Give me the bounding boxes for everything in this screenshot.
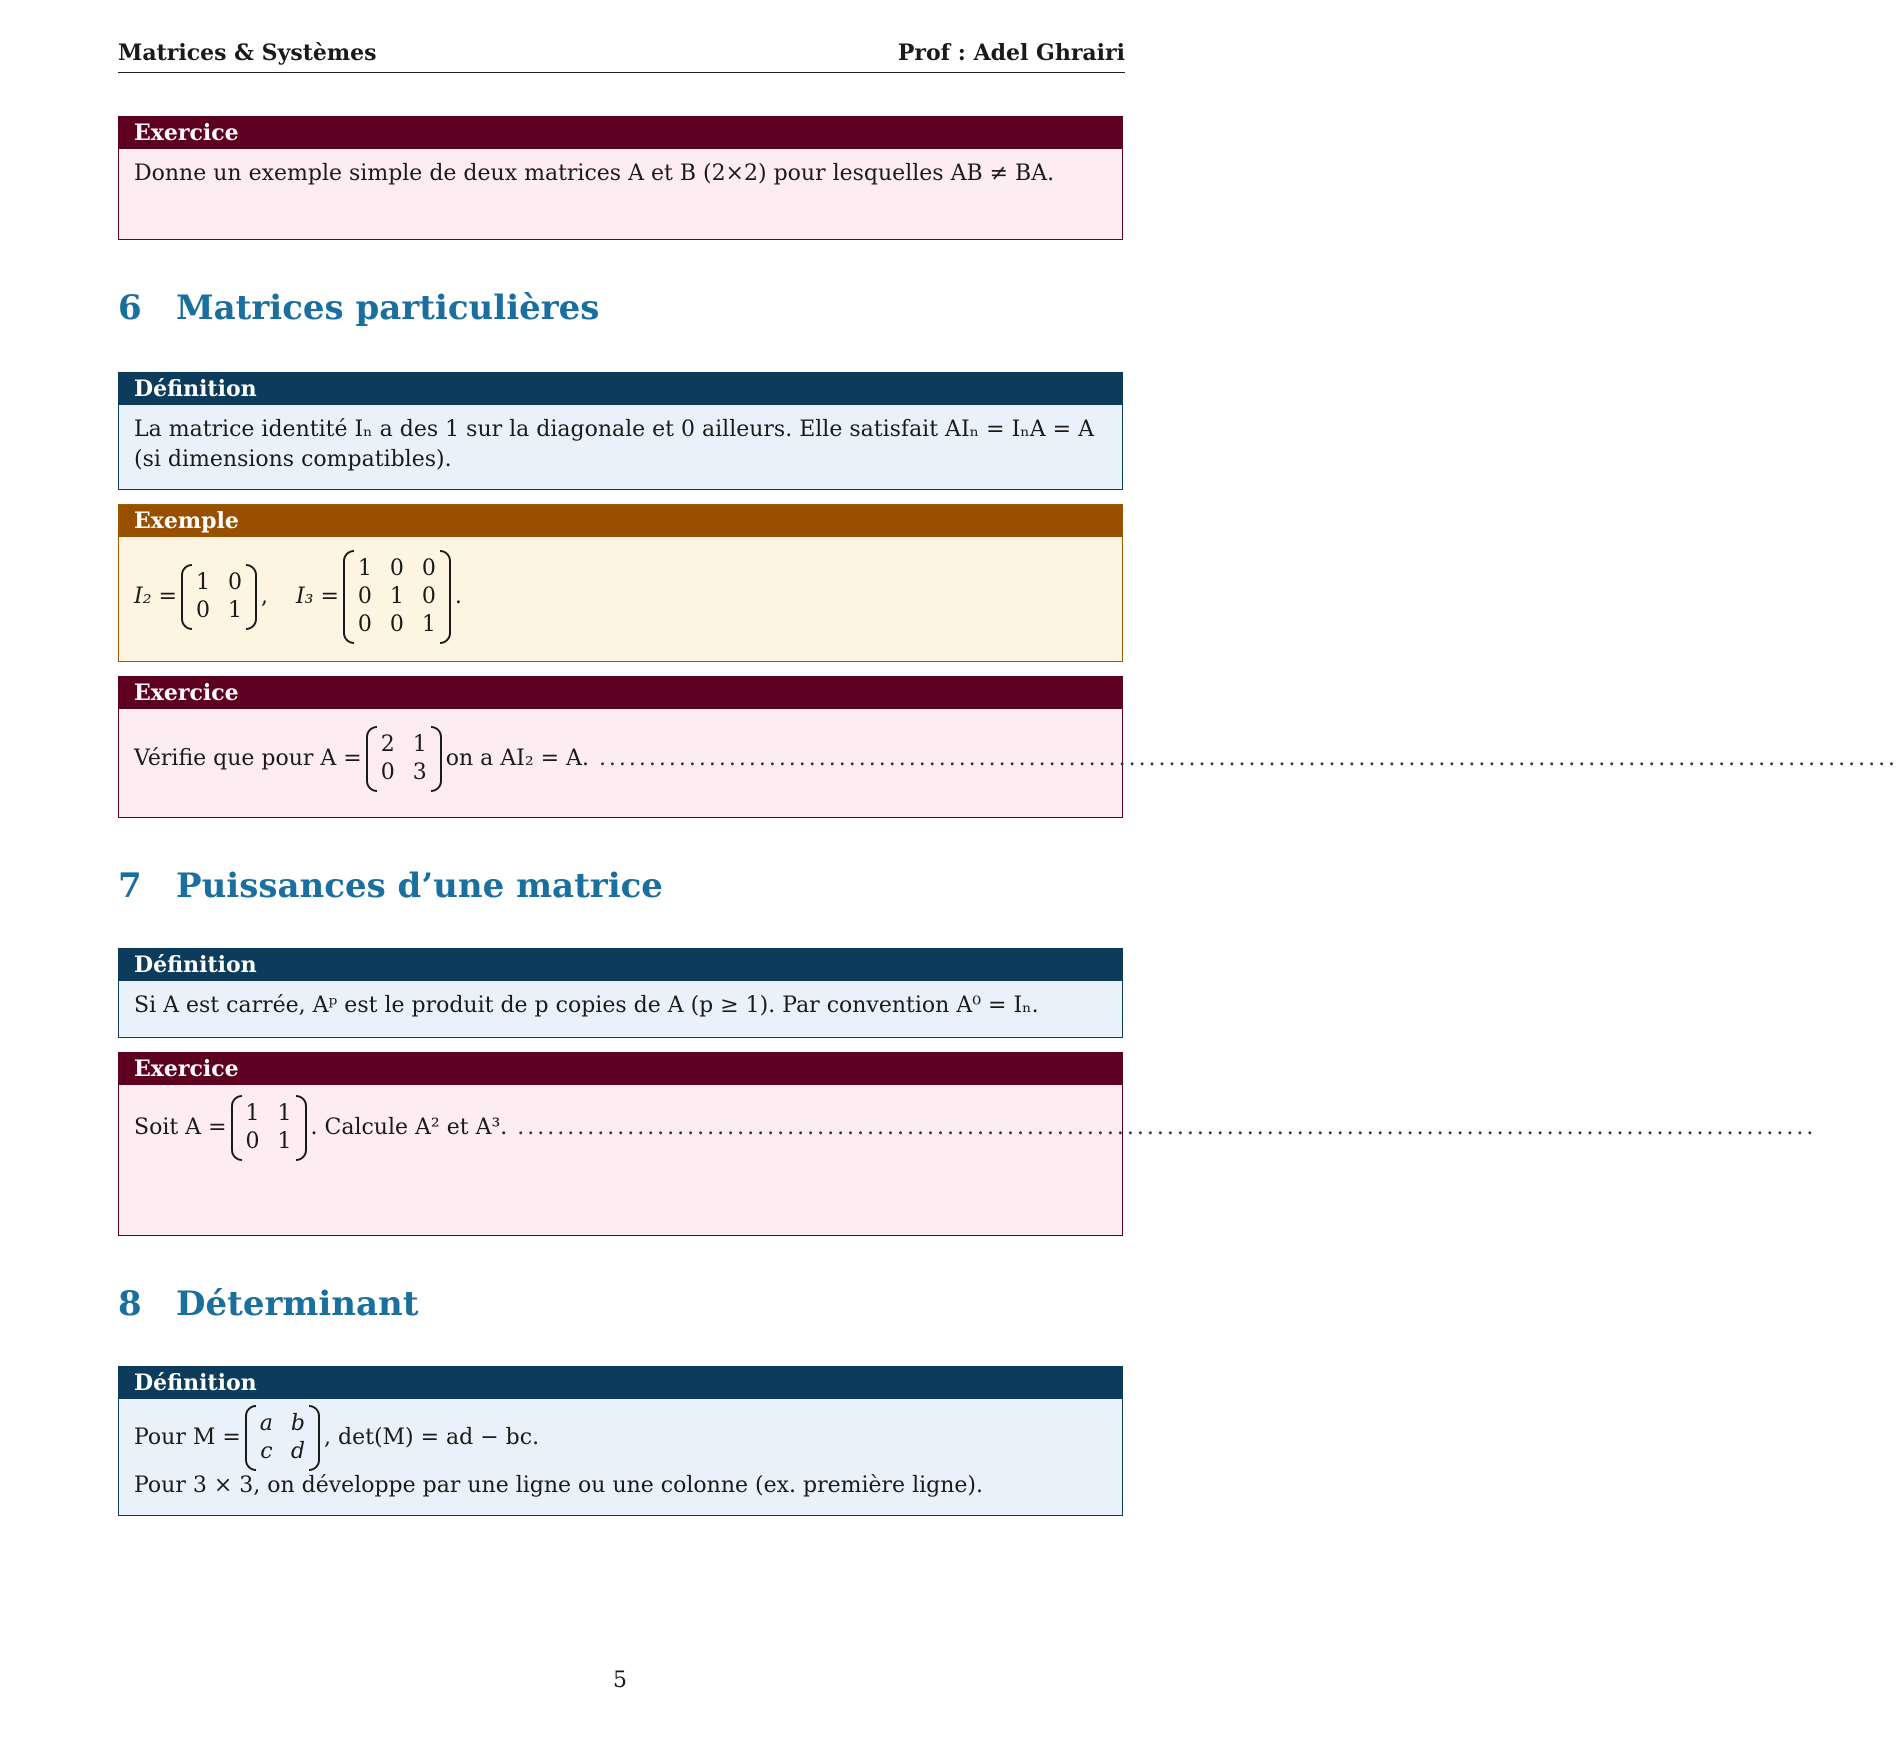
matrix-m [245,1405,320,1471]
matrix-cell: 1 [389,584,404,609]
matrix-cell: 1 [277,1129,292,1154]
section-number: 8 [118,1284,142,1324]
exercise-text-before: Soit A = [134,1115,227,1140]
matrix-cell: 1 [357,556,372,581]
answer-dots: .................................................................................................................................. [517,1115,1817,1140]
matrix-i2 [181,564,257,630]
matrix-cell: 0 [357,612,372,637]
exercise-text-after: . Calcule A² et A³. [310,1115,508,1140]
matrix-cell: 1 [227,598,242,623]
definition-content [119,1399,1122,1511]
matrix-cell: 0 [245,1129,260,1154]
exercise-box-7 [118,1052,1817,1236]
matrix-cell: 1 [412,732,427,757]
exercise-title: Exercice [119,677,1122,709]
definition-title: Définition [119,949,1122,981]
matrix-cell: b [290,1411,306,1436]
page-header [118,38,1125,73]
section-8-heading [118,1284,418,1324]
matrix-cell: 1 [421,612,436,637]
page-number: 5 [613,1668,627,1693]
exercise-title: Exercice [119,117,1122,149]
determinant-formula [134,1405,1107,1471]
section-number: 6 [118,288,142,328]
section-number: 7 [118,866,142,906]
example-title: Exemple [119,505,1122,537]
header-author: Prof : Adel Ghrairi [897,40,1125,66]
matrix-cell: 0 [389,612,404,637]
matrix-a [231,1095,307,1161]
example-box-6 [118,504,1123,662]
header-title: Matrices & Systèmes [118,40,377,66]
exercise-box-1 [118,116,1123,240]
exercise-text-before: Vérifie que pour A = [134,746,362,771]
definition-title: Définition [119,373,1122,405]
matrix-cell: d [290,1439,306,1464]
matrix-cell: a [259,1411,273,1436]
exercise-text: Donne un exemple simple de deux matrices A et B (2×2) pour lesquelles AB ≠ BA. [134,161,1055,186]
matrix-cell: c [260,1439,273,1464]
matrix-cell: 0 [195,598,210,623]
exercise-content [119,1085,1817,1173]
exercise-title: Exercice [119,1053,1122,1085]
determinant-3x3-note: Pour 3 × 3, on développe par une ligne ou une colonne (ex. première ligne). [134,1473,983,1498]
matrix-cell: 0 [227,570,242,595]
matrix-i3 [343,550,451,644]
matrix-cell: 1 [245,1101,260,1126]
identity-3-label: I₃ = [295,584,339,609]
definition-text: Si A est carrée, Aᵖ est le produit de p copies de A (p ≥ 1). Par convention A⁰ = Iₙ. [134,993,1039,1018]
identity-2-label: I₂ = [134,584,177,609]
matrix-cell: 0 [357,584,372,609]
section-6-heading [118,288,599,328]
matrix-cell: 1 [277,1101,292,1126]
matrix-cell: 1 [195,570,210,595]
definition-title: Définition [119,1367,1122,1399]
answer-dots: .................................................................................................................................. [598,746,1898,771]
exercise-content [119,709,1898,813]
definition-box-6 [118,372,1123,490]
matrix-cell: 2 [380,732,395,757]
section-title: Déterminant [176,1284,419,1324]
definition-text: La matrice identité Iₙ a des 1 sur la diagonale et 0 ailleurs. Elle satisfait AIₙ = IₙA = A (si dimensions compatibles). [134,417,1094,472]
example-content [119,537,1122,659]
section-title: Matrices particulières [176,288,600,328]
section-title: Puissances d’une matrice [176,866,663,906]
matrix-cell: 0 [389,556,404,581]
separator-comma: , [260,584,268,609]
exercise-box-6 [118,676,1898,818]
exercise-text-after: on a AI₂ = A. [445,746,589,771]
matrix-cell: 3 [412,760,427,785]
matrix-cell: 0 [421,556,436,581]
formula-after: , det(M) = ad − bc. [324,1425,540,1450]
matrix-cell: 0 [421,584,436,609]
definition-box-7 [118,948,1123,1038]
matrix-a [366,726,442,792]
matrix-cell: 0 [380,760,395,785]
section-7-heading [118,866,663,906]
end-period: . [454,584,462,609]
formula-before: Pour M = [134,1425,241,1450]
definition-box-8 [118,1366,1123,1516]
